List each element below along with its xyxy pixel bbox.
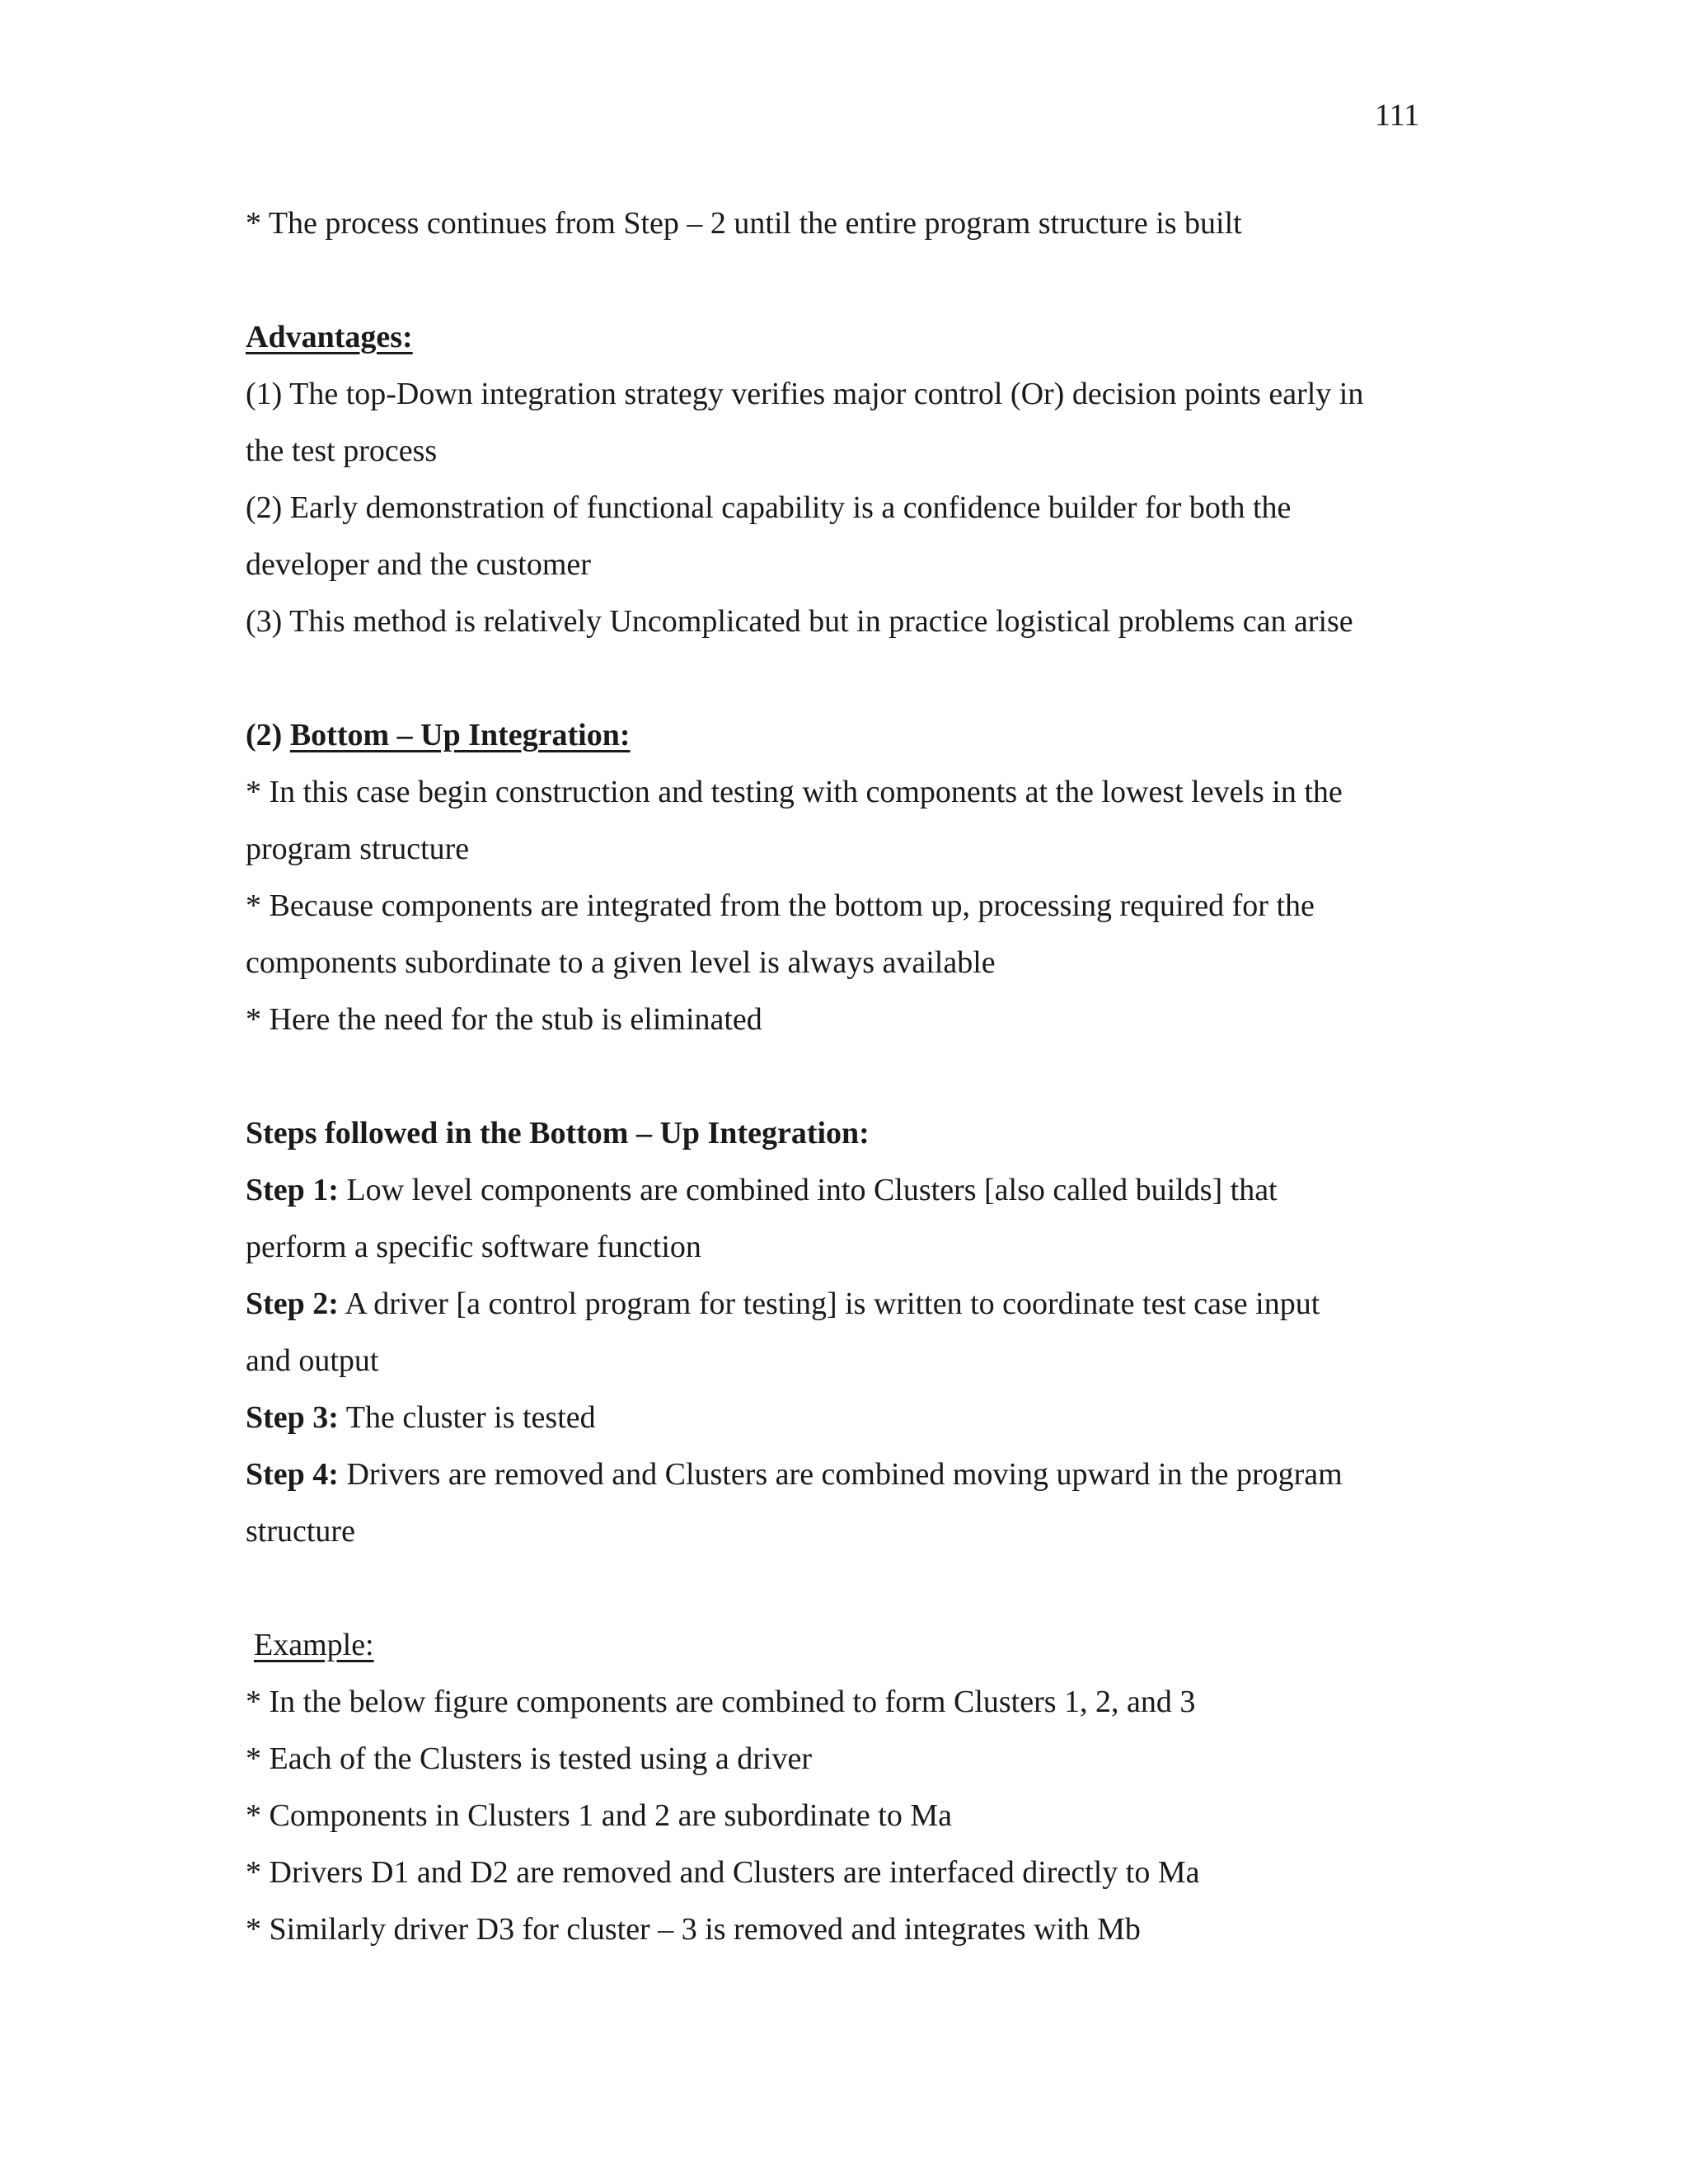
step-2-continued: and output bbox=[246, 1343, 379, 1378]
advantages-line: the test process bbox=[246, 434, 438, 468]
step-4-text: Drivers are removed and Clusters are combined moving upward in the program bbox=[338, 1457, 1343, 1492]
spacer bbox=[246, 252, 1449, 309]
intro-paragraph: * The process continues from Step – 2 until the entire program structure is built bbox=[246, 206, 1242, 241]
step-3-text: The cluster is tested bbox=[338, 1400, 596, 1435]
bottom-up-heading bbox=[246, 707, 1449, 764]
spacer bbox=[246, 1048, 1449, 1105]
advantages-line: (1) The top-Down integration strategy verifies major control (Or) decision points early in bbox=[246, 377, 1364, 411]
advantages-line: (3) This method is relatively Uncomplicated but in practice logistical problems can arise bbox=[246, 604, 1353, 639]
step-1-continued: perform a specific software function bbox=[246, 1230, 701, 1264]
document-body bbox=[246, 195, 1449, 1958]
page-number: 111 bbox=[1375, 98, 1420, 133]
step-3-label: Step 3: bbox=[246, 1400, 339, 1435]
step-2-label: Step 2: bbox=[246, 1286, 339, 1321]
example-line: * Similarly driver D3 for cluster – 3 is removed and integrates with Mb bbox=[246, 1912, 1141, 1947]
bottom-up-number: (2) bbox=[246, 718, 290, 752]
steps-heading: Steps followed in the Bottom – Up Integration: bbox=[246, 1116, 870, 1151]
bottom-up-line: components subordinate to a given level is always available bbox=[246, 945, 996, 980]
example-line: * Each of the Clusters is tested using a driver bbox=[246, 1741, 813, 1776]
step-2-text: A driver [a control program for testing] is written to coordinate test case input bbox=[338, 1286, 1320, 1321]
bottom-up-line: program structure bbox=[246, 832, 470, 866]
advantages-line: (2) Early demonstration of functional capability is a confidence builder for both the bbox=[246, 490, 1292, 525]
bottom-up-title: Bottom – Up Integration: bbox=[289, 718, 631, 752]
bottom-up-line: * Here the need for the stub is eliminated bbox=[246, 1002, 762, 1037]
step-3 bbox=[246, 1390, 1449, 1446]
example-line: * Components in Clusters 1 and 2 are subordinate to Ma bbox=[246, 1798, 952, 1833]
spacer bbox=[246, 1560, 1449, 1617]
step-4-continued: structure bbox=[246, 1514, 355, 1549]
step-1-text: Low level components are combined into Clusters [also called builds] that bbox=[338, 1173, 1278, 1207]
advantages-heading: Advantages: bbox=[246, 320, 413, 354]
bottom-up-line: * In this case begin construction and testing with components at the lowest levels in the bbox=[246, 775, 1343, 809]
example-title: Example: bbox=[254, 1628, 374, 1662]
step-2 bbox=[246, 1276, 1449, 1333]
bottom-up-line: * Because components are integrated from the bottom up, processing required for the bbox=[246, 888, 1315, 923]
spacer bbox=[246, 650, 1449, 707]
advantages-line: developer and the customer bbox=[246, 547, 591, 582]
step-4-label: Step 4: bbox=[246, 1457, 339, 1492]
example-line: * In the below figure components are combined to form Clusters 1, 2, and 3 bbox=[246, 1685, 1196, 1719]
example-line: * Drivers D1 and D2 are removed and Clusters are interfaced directly to Ma bbox=[246, 1855, 1200, 1890]
step-4 bbox=[246, 1446, 1449, 1503]
example-heading bbox=[246, 1617, 1449, 1674]
step-1 bbox=[246, 1162, 1449, 1219]
step-1-label: Step 1: bbox=[246, 1173, 339, 1207]
